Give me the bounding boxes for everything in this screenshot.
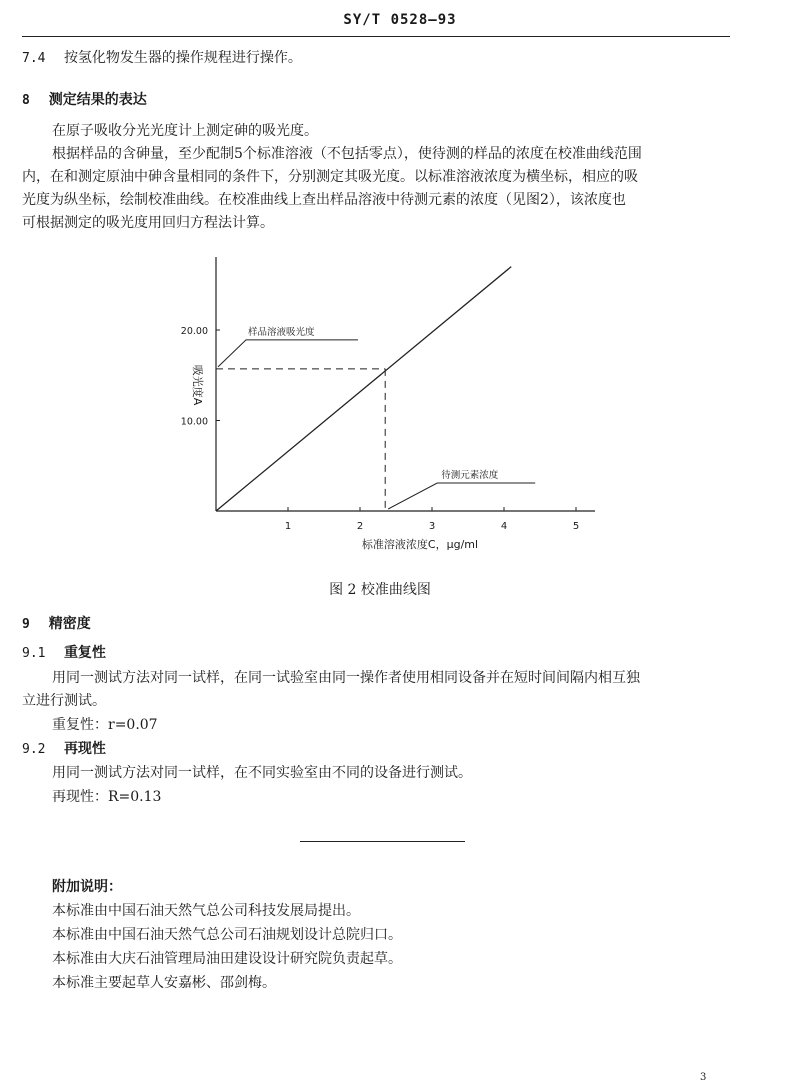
absorbance-leader: [218, 340, 358, 367]
paragraph-8-2-line-2: 内，在和测定原油中砷含量相同的条件下，分别测定其吸光度。以标准溶液浓度为横坐标，相应的吸: [22, 169, 638, 185]
document-code: SY/T 0528—93: [343, 12, 457, 28]
x-axis-label: 标准溶液浓度C，μg/ml: [361, 538, 479, 551]
appendix-line: 本标准由大庆石油管理局油田建设设计研究院负责起草。: [52, 951, 402, 967]
section-number: 7.4: [22, 51, 46, 66]
paragraph-8-2-line-4: 可根据测定的吸光度用回归方程法计算。: [22, 215, 274, 231]
y-tick-label: 10.00: [180, 416, 208, 428]
section-separator: [300, 841, 465, 842]
section-title: 重复性: [63, 645, 106, 661]
section-number: 8: [22, 93, 30, 108]
absorbance-annotation: 样品溶液吸光度: [248, 326, 315, 338]
appendix-title: 附加说明：: [52, 879, 122, 895]
section-number: 9.1: [22, 646, 46, 661]
section-title: 测定结果的表达: [48, 92, 147, 108]
y-axis-label: 吸光度A: [191, 364, 204, 406]
repeatability-formula: 重复性：r=0.07: [52, 717, 158, 733]
section-9-2-heading: [22, 738, 106, 761]
section-9-2-line-1: 用同一测试方法对同一试样，在不同实验室由不同的设备进行测试。: [52, 765, 472, 781]
x-tick-label: 5: [572, 521, 580, 532]
x-tick-label: 2: [356, 521, 364, 532]
appendix-line: 本标准主要起草人安嘉彬、邵剑梅。: [52, 975, 276, 991]
section-number: 9.2: [22, 742, 46, 757]
paragraph-8-2-line-1: 根据样品的含砷量，至少配制5个标准溶液（不包括零点），使待测的样品的浓度在校准曲线范围: [52, 146, 642, 162]
section-text: 按氢化物发生器的操作规程进行操作。: [63, 50, 302, 66]
appendix-line: 本标准由中国石油天然气总公司科技发展局提出。: [52, 903, 360, 919]
page-number: 3: [700, 1072, 707, 1083]
section-9-heading: [22, 613, 91, 636]
x-tick-label: 3: [428, 521, 436, 532]
section-title: 再现性: [63, 741, 106, 757]
section-9-1-line-1: 用同一测试方法对同一试样，在同一试验室由同一操作者使用相同设备并在短时间间隔内相互独: [52, 670, 640, 686]
section-title: 精密度: [48, 616, 91, 632]
concentration-annotation: 待测元素浓度: [441, 470, 499, 481]
section-9-1-line-2: 立进行测试。: [22, 693, 106, 709]
paragraph-8-1: 在原子吸收分光光度计上测定砷的吸光度。: [52, 123, 318, 139]
paragraph-8-2-line-3: 光度为纵坐标，绘制校准曲线。在校准曲线上查出样品溶液中待测元素的浓度（见图2），该浓度也: [22, 192, 626, 208]
section-9-1-heading: [22, 642, 106, 665]
reproducibility-formula: 再现性：R=0.13: [52, 789, 162, 805]
x-tick-label: 4: [500, 521, 508, 532]
y-tick-label: 20.00: [180, 326, 208, 337]
section-number: 9: [22, 617, 30, 632]
concentration-leader: [388, 483, 535, 509]
appendix-line: 本标准由中国石油天然气总公司石油规划设计总院归口。: [52, 927, 402, 943]
figure-caption: 图 2 校准曲线图: [329, 582, 431, 598]
x-tick-label: 1: [284, 521, 292, 532]
